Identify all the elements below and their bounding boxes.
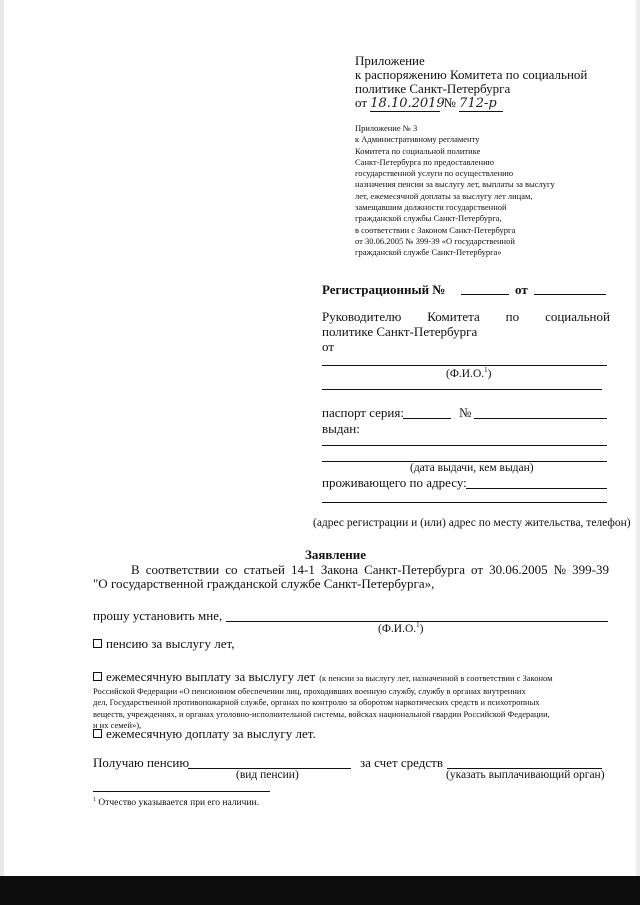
addressee-from: от bbox=[322, 339, 335, 354]
passport-number-line[interactable] bbox=[474, 418, 607, 419]
appendix-3-line: замещавшим должности государственной bbox=[355, 202, 507, 213]
intro-word: от bbox=[471, 562, 484, 577]
addressee-word: по bbox=[505, 309, 520, 324]
footnote-mark: 1 bbox=[93, 797, 96, 803]
pension-type-caption: (вид пенсии) bbox=[236, 769, 299, 781]
handwritten-date: 18.10.2019 bbox=[370, 96, 445, 111]
addressee-word: Комитета bbox=[427, 309, 480, 324]
intro-word: со bbox=[225, 562, 238, 577]
addressee-line2: политике Санкт-Петербурга bbox=[322, 324, 478, 339]
scan-right-edge bbox=[636, 0, 640, 876]
option-supplement[interactable] bbox=[93, 726, 316, 742]
appendix-date-row bbox=[355, 95, 503, 112]
request-fio-caption-close: ) bbox=[419, 622, 424, 635]
statement-intro-line2: "О государственной гражданской службе Санкт-Петербурга», bbox=[93, 576, 435, 591]
request-fio-caption bbox=[378, 621, 424, 635]
registration-label: Регистрационный № bbox=[322, 282, 446, 297]
statement-title: Заявление bbox=[305, 547, 367, 562]
registration-date-line[interactable] bbox=[534, 294, 606, 295]
appendix-3-line: назначения пенсии за выслугу лет, выплаты за выслугу bbox=[355, 179, 555, 190]
intro-word: 14-1 bbox=[291, 562, 315, 577]
request-fio-caption-text: (Ф.И.О. bbox=[378, 622, 417, 635]
issued-line-1[interactable] bbox=[322, 445, 607, 446]
appendix-3-line: Комитета по социальной политике bbox=[355, 145, 481, 156]
intro-word: Закона bbox=[320, 562, 359, 577]
passport-series-line[interactable] bbox=[403, 418, 451, 419]
appendix-title: Приложение bbox=[355, 53, 425, 68]
appendix-number-sign: № bbox=[443, 95, 456, 110]
intro-word: соответствии bbox=[145, 562, 220, 577]
option-note-line: Российской Федерации «О пенсионном обеспечении лиц, проходивших военную службу, службу в органах внутренних bbox=[93, 686, 526, 696]
fio-caption-text: (Ф.И.О. bbox=[446, 367, 485, 380]
address-line-1[interactable] bbox=[466, 488, 607, 489]
passport-issued-label: выдан: bbox=[322, 421, 360, 436]
applicant-name-line-2[interactable] bbox=[322, 389, 602, 390]
option-monthly-payment[interactable] bbox=[93, 668, 613, 731]
addressee-word: социальной bbox=[545, 309, 610, 324]
appendix-line2: к распоряжению Комитета по социальной bbox=[355, 67, 588, 82]
issued-caption: (дата выдачи, кем выдан) bbox=[410, 462, 534, 474]
option-pension-label: пенсию за выслугу лет, bbox=[106, 636, 235, 651]
option-pension[interactable] bbox=[93, 636, 234, 652]
intro-word: В bbox=[131, 562, 140, 577]
intro-word: Санкт-Петербурга bbox=[364, 562, 465, 577]
option-note-line: веществ, учреждениях, и органах уголовно-исполнительной системы, войсках национальной гвардии Российской Федерации, bbox=[93, 708, 550, 719]
supplement-checkbox[interactable] bbox=[93, 729, 102, 738]
addressee-line1 bbox=[322, 309, 610, 325]
scan-left-edge bbox=[0, 0, 4, 876]
footnote-separator bbox=[93, 791, 270, 792]
appendix-3-block bbox=[355, 123, 555, 259]
appendix-line3: политике Санкт-Петербурга bbox=[355, 81, 511, 96]
request-label: прошу установить мне, bbox=[93, 608, 223, 623]
appendix-3-line: к Административному регламенту bbox=[355, 134, 480, 145]
fio-footnote-mark: 1 bbox=[484, 366, 488, 374]
address-line-2[interactable] bbox=[322, 502, 607, 503]
footnote bbox=[93, 797, 259, 808]
option-monthly-payment-label: ежемесячную выплату за выслугу лет bbox=[106, 669, 316, 684]
at-expense-label: за счет средств bbox=[360, 755, 443, 770]
residing-label: проживающего по адресу: bbox=[322, 475, 467, 490]
intro-word: 30.06.2005 bbox=[489, 562, 548, 577]
appendix-3-line: в соответствии с Законом Санкт-Петербурга bbox=[355, 224, 516, 235]
addressee-word: Руководителю bbox=[322, 309, 402, 324]
appendix-3-line: гражданской службы Санкт-Петербурга, bbox=[355, 213, 502, 224]
monthly-payment-checkbox[interactable] bbox=[93, 672, 102, 681]
address-caption: (адрес регистрации и (или) адрес по месту жительства, телефон) bbox=[313, 517, 631, 529]
appendix-3-line: лет, ежемесячной доплаты за выслугу лет лицам, bbox=[355, 190, 533, 201]
intro-word: № bbox=[553, 562, 567, 577]
registration-from-label: от bbox=[515, 282, 528, 297]
registration-number-line[interactable] bbox=[461, 294, 509, 295]
fio-caption-close: ) bbox=[487, 367, 492, 380]
footnote-text: Отчество указывается при его наличии. bbox=[98, 798, 259, 809]
option-monthly-payment-note: (к пенсии за выслугу лет, назначенной в соответствии с Законом bbox=[319, 673, 553, 683]
option-supplement-label: ежемесячную доплату за выслугу лет. bbox=[106, 726, 316, 741]
appendix-from-prefix: от bbox=[355, 95, 368, 110]
appendix-3-line: гражданской службе Санкт-Петербурга» bbox=[355, 247, 502, 258]
request-fio-footnote-mark: 1 bbox=[416, 621, 420, 629]
intro-word: 399-39 bbox=[572, 562, 609, 577]
receive-pension-label: Получаю пенсию bbox=[93, 755, 190, 770]
paying-body-caption: (указать выплачивающий орган) bbox=[446, 769, 605, 781]
pension-checkbox[interactable] bbox=[93, 639, 102, 648]
handwritten-number: 712-р bbox=[459, 96, 503, 112]
scan-bottom-border bbox=[0, 876, 640, 905]
appendix-3-line: Приложение № 3 bbox=[355, 123, 418, 133]
passport-number-label: № bbox=[459, 405, 472, 420]
appendix-3-line: от 30.06.2005 № 399-39 «О государственной bbox=[355, 235, 515, 246]
intro-word: статьей bbox=[243, 562, 285, 577]
option-note-line: дел, Государственной противопожарной службе, органах по контролю за оборотом наркотических средств и психотропных bbox=[93, 697, 540, 708]
passport-series-label: паспорт серия: bbox=[322, 405, 404, 420]
appendix-3-line: государственной услуги по осуществлению bbox=[355, 168, 514, 179]
option-note-line: и их семей»), bbox=[93, 719, 142, 730]
appendix-3-line: Санкт-Петербурга по предоставлению bbox=[355, 156, 494, 167]
fio-caption-top bbox=[446, 366, 492, 380]
